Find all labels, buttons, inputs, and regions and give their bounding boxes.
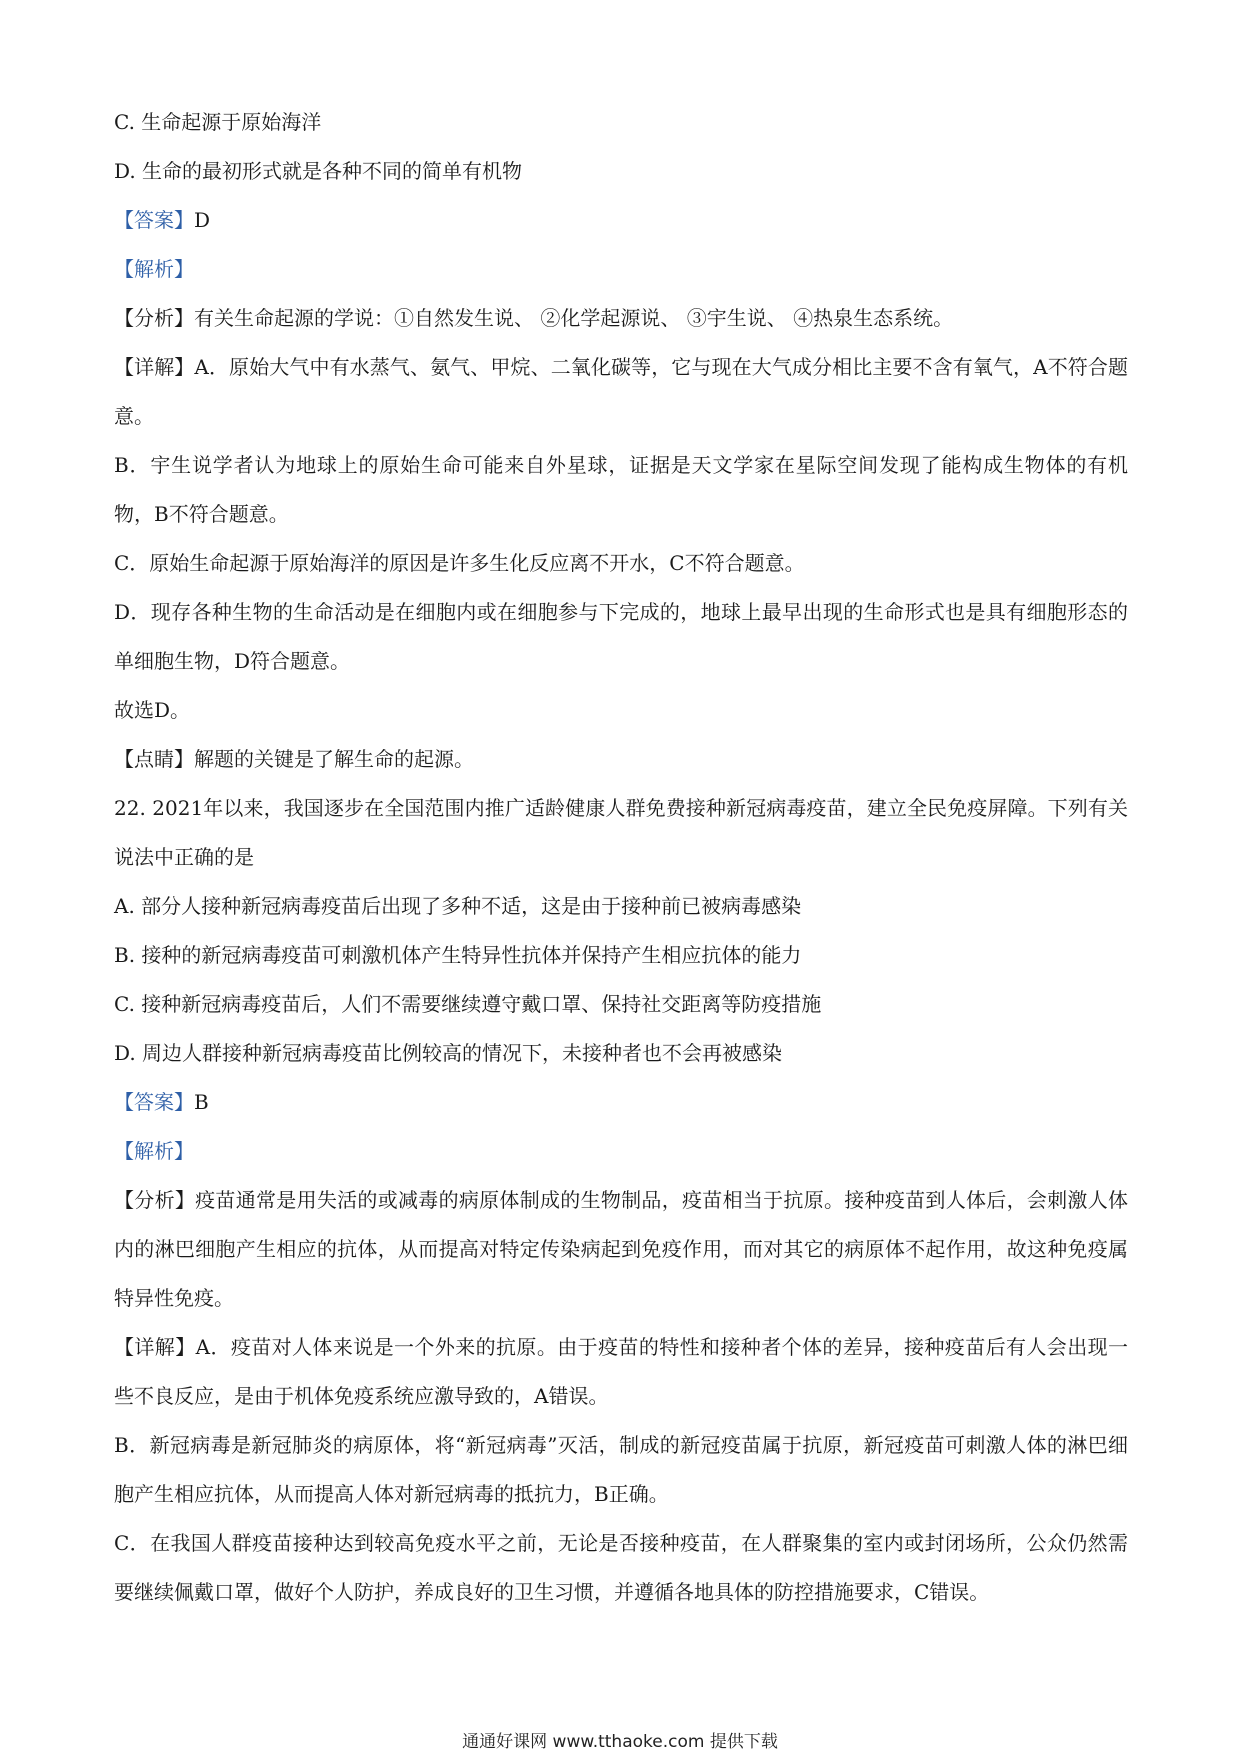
answer-tag: 【答案】 [114, 208, 194, 232]
q21-option-c: C. 生命起源于原始海洋 [114, 110, 322, 134]
q22-option-a: A. 部分人接种新冠病毒疫苗后出现了多种不适，这是由于接种前已被病毒感染 [114, 894, 802, 918]
q22-jiexi-tag: 【解析】 [114, 1139, 194, 1163]
answer-value: B [194, 1090, 209, 1114]
q21-answer [114, 196, 1128, 245]
q22-answer [114, 1078, 1128, 1127]
page-footer: 通通好课网 www.tthaoke.com 提供下载 [462, 1732, 778, 1752]
answer-tag: 【答案】 [114, 1090, 194, 1114]
document-body [114, 98, 1128, 1617]
answer-value: D [194, 208, 211, 232]
q22-stem: 22. 2021年以来，我国逐步在全国范围内推广适龄健康人群免费接种新冠病毒疫苗，建立全民免疫屏障。下列有关说法中正确的是 [114, 796, 1128, 869]
q22-fenxi: 【分析】疫苗通常是用失活的或减毒的病原体制成的生物制品，疫苗相当于抗原。接种疫苗到人体后，会刺激人体内的淋巴细胞产生相应的抗体，从而提高对特定传染病起到免疫作用，而对其它的病原体不起作用，故这种免疫属特异性免疫。 [114, 1188, 1128, 1310]
q22-xiangjie-a: 【详解】A．疫苗对人体来说是一个外来的抗原。由于疫苗的特性和接种者个体的差异，接种疫苗后有人会出现一些不良反应，是由于机体免疫系统应激导致的，A错误。 [114, 1335, 1128, 1408]
q21-xiangjie-b: B．宇生说学者认为地球上的原始生命可能来自外星球，证据是天文学家在星际空间发现了能构成生物体的有机物，B不符合题意。 [114, 453, 1128, 526]
q22-option-b: B. 接种的新冠病毒疫苗可刺激机体产生特异性抗体并保持产生相应抗体的能力 [114, 943, 802, 967]
q21-option-d: D. 生命的最初形式就是各种不同的简单有机物 [114, 159, 523, 183]
q21-fenxi: 【分析】有关生命起源的学说：①自然发生说、 ②化学起源说、 ③宇生说、 ④热泉生态系统。 [114, 306, 954, 330]
q21-conclusion: 故选D。 [114, 698, 191, 722]
q21-xiangjie-d: D．现存各种生物的生命活动是在细胞内或在细胞参与下完成的，地球上最早出现的生命形式也是具有细胞形态的单细胞生物，D符合题意。 [114, 600, 1128, 673]
q21-xiangjie-a: 【详解】A．原始大气中有水蒸气、氨气、甲烷、二氧化碳等，它与现在大气成分相比主要不含有氧气，A不符合题意。 [114, 355, 1128, 428]
q21-dianjing: 【点睛】解题的关键是了解生命的起源。 [114, 747, 474, 771]
q21-xiangjie-c: C．原始生命起源于原始海洋的原因是许多生化反应离不开水，C不符合题意。 [114, 551, 805, 575]
q22-option-c: C. 接种新冠病毒疫苗后，人们不需要继续遵守戴口罩、保持社交距离等防疫措施 [114, 992, 822, 1016]
q22-xiangjie-c: C．在我国人群疫苗接种达到较高免疫水平之前，无论是否接种疫苗，在人群聚集的室内或封闭场所，公众仍然需要继续佩戴口罩，做好个人防护，养成良好的卫生习惯，并遵循各地具体的防控措施要求，C错误。 [114, 1531, 1128, 1604]
q22-xiangjie-b: B．新冠病毒是新冠肺炎的病原体，将“新冠病毒”灭活，制成的新冠疫苗属于抗原，新冠疫苗可刺激人体的淋巴细胞产生相应抗体，从而提高人体对新冠病毒的抵抗力，B正确。 [114, 1433, 1128, 1506]
q22-option-d: D. 周边人群接种新冠病毒疫苗比例较高的情况下，未接种者也不会再被感染 [114, 1041, 783, 1065]
q21-jiexi-tag: 【解析】 [114, 257, 194, 281]
